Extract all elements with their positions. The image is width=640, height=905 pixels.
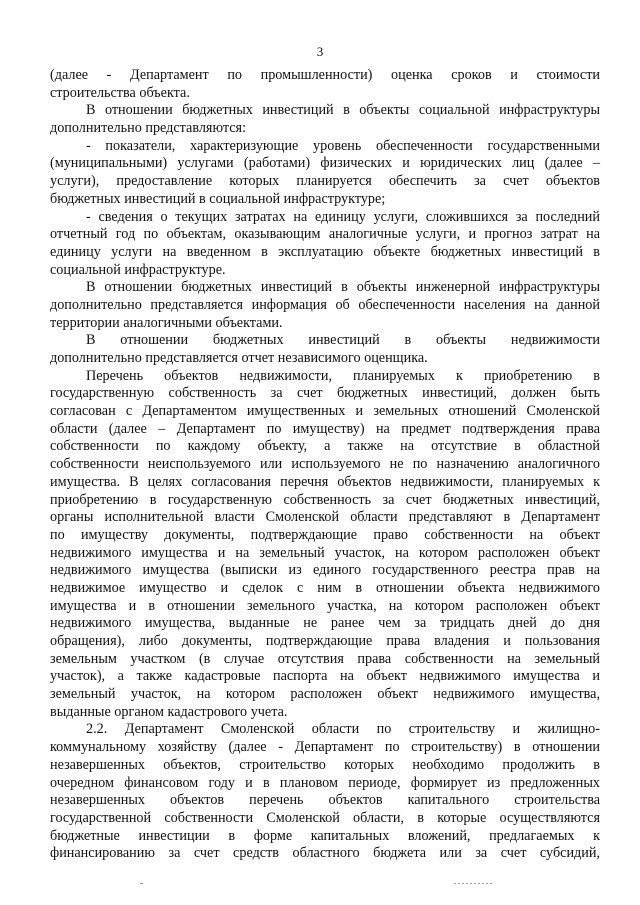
text-line: - сведения о текущих затратах на единицу услуги, сложившихся за последний <box>86 208 600 225</box>
text-line: отчетный год по объектам, оказывающим аналогичные услуги, и прогноз затрат на <box>50 226 600 243</box>
text-line: недвижимое имущество и сделок с ним в отношении объекта недвижимого <box>50 579 600 596</box>
text-line: незавершенных объектов, строительство которых необходимо продолжить в <box>50 756 600 773</box>
text-line: 2.2. Департамент Смоленской области по строительству и жилищно- <box>86 721 600 738</box>
text-line: В отношении бюджетных инвестиций в объекты инженерной инфраструктуры <box>86 279 600 296</box>
text-line: обращения), либо документы, подтверждающие права владения и пользования <box>50 633 600 649</box>
text-line: дополнительно представляется отчет независимого оценщика. <box>50 350 428 366</box>
text-line: коммунальному хозяйству (далее - Департамент по строительству) в отношении <box>50 739 600 756</box>
text-line: услуги), предоставление которых планируется обеспечить за счет объектов <box>50 173 600 190</box>
text-line: согласован с Департаментом имущественных и земельных отношений Смоленской <box>50 403 600 420</box>
text-line: государственную собственность за счет бюджетных инвестиций, должен быть <box>50 385 600 402</box>
scan-mark-left <box>140 883 143 884</box>
text-line: дополнительно представляются: <box>50 120 247 137</box>
text-line: приобретению в государственную собственность за счет бюджетных инвестиций, <box>50 491 600 508</box>
text-line: имущества и в отношении земельного участка, на котором расположен объект <box>50 597 600 614</box>
text-line: бюджетные инвестиции в форме капитальных вложений, предлагаемых к <box>50 827 600 844</box>
text-line: социальной инфраструктуре. <box>50 261 226 278</box>
text-line: по имуществу документы, подтверждающие право собственности на объект <box>50 526 600 543</box>
text-line: органы исполнительной власти Смоленской области представляют в Департамент <box>50 509 600 526</box>
text-line: единицу услуги на введенном в эксплуатацию объекте бюджетных инвестиций в <box>50 243 600 260</box>
text-line: участок), а также кадастровые паспорта на объект недвижимого имущества и <box>50 668 600 685</box>
text-line: земельный участок, на котором расположен объект недвижимого имущества, <box>50 686 600 703</box>
text-line: имущества. В целях согласования перечня объектов недвижимости, планируемых к <box>50 473 600 490</box>
text-line: собственности неиспользуемого или используемого не по назначению аналогичного <box>50 456 600 473</box>
text-line: В отношении бюджетных инвестиций в объекты недвижимости <box>86 332 600 349</box>
text-line: незавершенных объектов перечень объектов капитального строительства <box>50 792 600 809</box>
text-line: территории аналогичными объектами. <box>50 314 283 331</box>
text-line: выданные органом кадастрового учета. <box>50 703 288 720</box>
text-line: собственности по каждому объекту, а также на отсутствие в областной <box>50 438 600 455</box>
text-line: государственной собственности Смоленской области, в которые осуществляются <box>50 809 600 826</box>
scan-mark-right <box>454 883 494 884</box>
text-line: земельным участком (в случае отсутствия права собственности на земельный <box>50 650 600 667</box>
page-number: 3 <box>316 44 324 59</box>
text-line: (муниципальными) услугами (работами) физических и юридических лиц (далее – <box>50 155 600 172</box>
text-line: финансированию за счет средств областного бюджета или за счет субсидий, <box>50 845 600 862</box>
text-line: дополнительно представляется информация об обеспеченности населения на данной <box>50 296 600 313</box>
text-line: В отношении бюджетных инвестиций в объекты социальной инфраструктуры <box>86 102 600 119</box>
text-line: бюджетных инвестиций в социальной инфраструктуре; <box>50 190 386 207</box>
text-line: области (далее – Департамент по имуществу) на предмет подтверждения права <box>50 420 600 437</box>
text-line: Перечень объектов недвижимости, планируемых к приобретению в <box>86 367 600 384</box>
text-line: недвижимого имущества и на земельный участок, на котором расположен объект <box>50 544 600 561</box>
text-line: очередном финансовом году и в плановом периоде, формирует из предложенных <box>50 774 600 791</box>
text-line: - показатели, характеризующие уровень обеспеченности государственными <box>86 137 600 154</box>
scan-artifacts <box>0 880 640 890</box>
text-line: недвижимого имущества, выданные не ранее чем за тридцать дней до дня <box>50 615 600 632</box>
text-line: недвижимого имущества (выписки из единого государственного реестра прав на <box>50 562 600 579</box>
text-line: (далее - Департамент по промышленности) оценка сроков и стоимости <box>50 67 600 83</box>
text-line: строительства объекта. <box>50 84 190 101</box>
document-body <box>50 67 600 863</box>
